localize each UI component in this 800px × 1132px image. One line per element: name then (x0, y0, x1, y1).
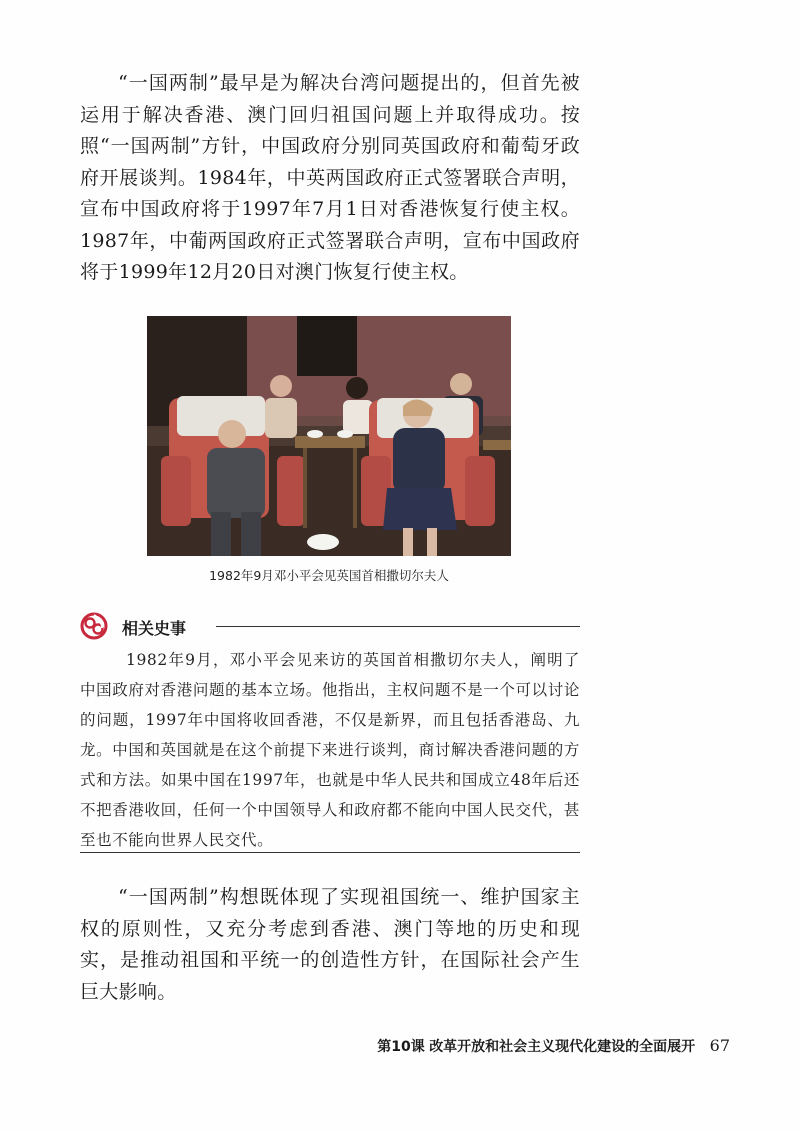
page-footer (330, 1036, 730, 1056)
footer-lesson-title: 改革开放和社会主义现代化建设的全面展开 (429, 1039, 696, 1055)
page-number: 67 (709, 1036, 730, 1055)
historical-photo (147, 316, 511, 556)
related-history-title: 相关史事 (122, 619, 187, 638)
body-paragraph-2: “一国两制”构想既体现了实现祖国统一、维护国家主权的原则性，又充分考虑到香港、澳门等地的历史和现实，是推动祖国和平统一的创造性方针，在国际社会产生巨大影响。 (80, 886, 580, 1003)
related-history-header (80, 612, 580, 644)
related-history-divider (216, 626, 580, 627)
photo-caption: 1982年9月邓小平会见英国首相撒切尔夫人 (209, 568, 449, 583)
related-history-bottom-divider (80, 852, 580, 853)
body-paragraph-1: “一国两制”最早是为解决台湾问题提出的，但首先被运用于解决香港、澳门回归祖国问题上并取得成功。按照“一国两制”方针，中国政府分别同英国政府和葡萄牙政府开展谈判。1984年，中英两国政府正式签署联合声明，宣布中国政府将于1997年7月1日对香港恢复行使主权。1987年，中葡两国政府正式签署联合声明，宣布中国政府将于1999年12月20日对澳门恢复行使主权。 (80, 72, 580, 283)
related-history-text: 1982年9月，邓小平会见来访的英国首相撒切尔夫人，阐明了中国政府对香港问题的基本立场。他指出，主权问题不是一个可以讨论的问题，1997年中国将收回香港，不仅是新界，而且包括香港岛、九龙。中国和英国就是在这个前提下来进行谈判，商讨解决香港问题的方式和方法。如果中国在1997年，也就是中华人民共和国成立48年后还不把香港收回，任何一个中国领导人和政府都不能向中国人民交代，甚至也不能向世界人民交代。 (80, 651, 580, 849)
related-history-logo-icon (80, 612, 108, 640)
footer-lesson-number: 第10课 (377, 1039, 425, 1055)
